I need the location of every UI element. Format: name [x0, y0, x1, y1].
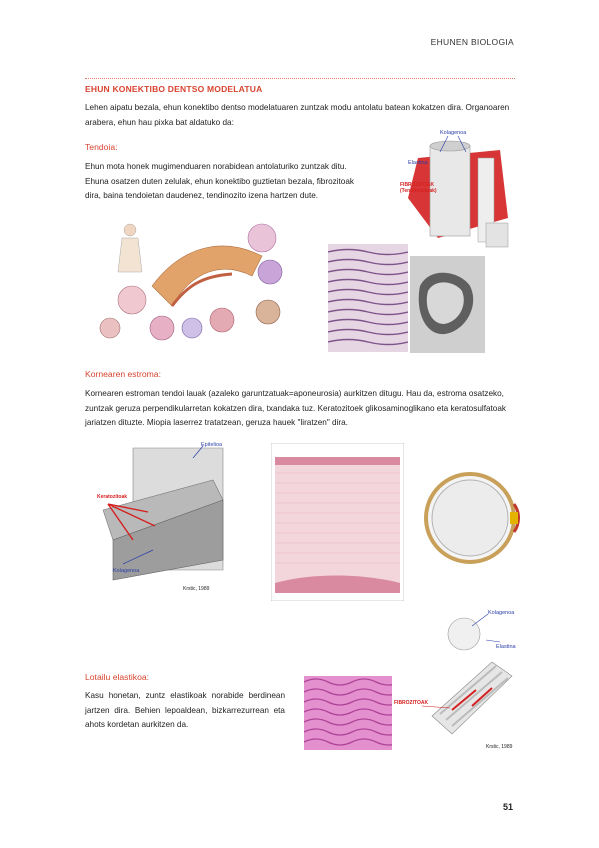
section-title: EHUN KONEKTIBO DENTSO MODELATUA — [85, 84, 263, 94]
page-number: 51 — [503, 802, 514, 812]
subheading-tendoia: Tendoia: — [85, 142, 118, 152]
subheading-kornea: Kornearen estroma: — [85, 369, 161, 379]
tendon-label-fibrozitoak: FIBROZITOAK — [400, 182, 435, 188]
cornea-histology — [271, 443, 404, 601]
running-header: EHUNEN BIOLOGIA — [430, 37, 514, 47]
tendon-label-kolagenoa: Kolagenoa — [440, 130, 467, 136]
tendon-label-elastina: Elastina — [408, 160, 428, 166]
cornea-label-epitelioa: Epitelioa — [201, 442, 223, 448]
connective-tissue-illustration — [92, 216, 314, 344]
tendoia-paragraph: Ehun mota honek mugimenduaren norabidean antolaturiko zuntzak ditu. Ehuna osatzen duten zelulak, ehun konektibo guztietan bezala, fibrozitoak dira, baina tendoietan daudenez, tendinozito izena hartzen dute. — [85, 162, 355, 200]
tendon-micrograph — [328, 244, 408, 352]
elastic-ligament-diagram — [392, 606, 520, 752]
cornea-block-diagram — [93, 440, 237, 596]
lotailu-paragraph: Kasu honetan, zuntz elastikoak norabide berdinean jartzen dira. Behien lepoaldean, bizkarrezurrean eta ahots kordetan aurkitzen da. — [85, 691, 285, 729]
eye-diagram — [420, 464, 520, 572]
tendon-label-fibrozitoak-sub: (Tendinozitoak) — [400, 188, 437, 194]
tenocyte-micrograph — [410, 256, 485, 353]
tendon-3d-diagram — [378, 128, 518, 250]
cornea-credit: Krstic, 1989 — [183, 586, 210, 592]
elastic-ligament-histology — [304, 676, 404, 750]
kornea-paragraph: Kornearen estroman tendoi lauak (azaleko garuntzatuak=aponeurosia) aurkitzen ditugu. Hau da, estroma osatzeko, zuntzak geruza perpendikularretan kokatzen dira, txandaka tuz. Keratozitoek glikosaminoglikano eta keratosulfatoak jariatzen dituzte. Miopia laserrez tratatzean, geruza hauek "liratzen" dira. — [85, 389, 506, 427]
ligament-label-kolagenoa: Kolagenoa — [488, 610, 515, 616]
section-divider — [85, 78, 515, 79]
intro-paragraph: Lehen aipatu bezala, ehun konektibo dentso modelatuaren zuntzak modu antolatu batean kokatzen dira. Organoaren arabera, ehun hau pixka bat aldatuko da: — [85, 103, 510, 127]
cornea-label-kolagenoa: Kolagenoa — [113, 568, 140, 574]
ligament-label-fibrozitoak: FIBROZITOAK — [394, 700, 429, 706]
ligament-credit: Krstic, 1989 — [486, 744, 513, 750]
cornea-label-keratozitoak: Keratozitoak — [97, 494, 128, 500]
subheading-lotailu: Lotailu elastikoa: — [85, 672, 150, 682]
ligament-label-elastina: Elastina — [496, 644, 516, 650]
